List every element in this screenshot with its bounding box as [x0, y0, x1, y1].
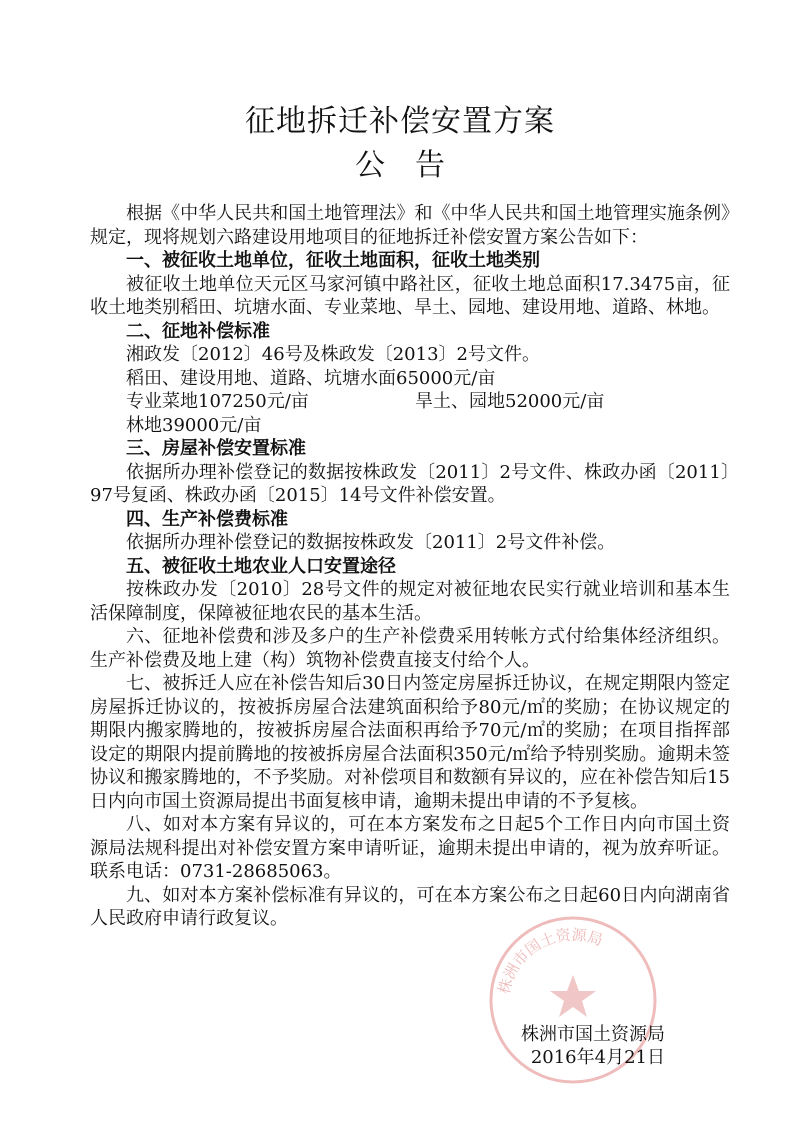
paragraph-9: 九、如对本方案补偿标准有异议的，可在本方案公布之日起60日内向湖南省人民政府申请行政复议。 — [90, 884, 730, 929]
section2-heading: 二、征地补偿标准 — [126, 320, 270, 342]
section2-line4: 林地39000元/亩 — [126, 414, 262, 436]
document-body — [90, 202, 730, 931]
section1-heading: 一、被征收土地单位，征收土地面积，征收土地类别 — [126, 250, 540, 271]
document-title: 征地拆迁补偿安置方案 — [245, 104, 555, 139]
paragraph-7: 七、被拆迁人应在补偿告知后30日内签定房屋拆迁协议，在规定期限内签定房屋拆迁协议的，按被拆房屋合法建筑面积给予80元/㎡的奖励；在协议规定的期限内搬家腾地的，按被拆房屋合法面积再给予70元/㎡的奖励；在项目指挥部设定的期限内提前腾地的按被拆房屋合法面积350元/㎡给予特别奖励。逾期未签协议和搬家腾地的，不予奖励。对补偿项目和数额有异议的，应在补偿告知后15日内向市国土资源局提出书面复核申请，逾期未提出申请的不予复核。 — [90, 673, 730, 812]
intro-paragraph: 根据《中华人民共和国土地管理法》和《中华人民共和国土地管理实施条例》规定，现将规划六路建设用地项目的征地拆迁补偿安置方案公告如下： — [90, 203, 730, 248]
section5-text: 按株政办发〔2010〕28号文件的规定对被征地农民实行就业培训和基本生活保障制度，保障被征地农民的基本生活。 — [90, 579, 730, 624]
section2-line2: 稻田、建设用地、道路、坑塘水面65000元/亩 — [126, 367, 496, 389]
section4-heading: 四、生产补偿费标准 — [126, 508, 288, 530]
section2-line3a: 专业菜地107250元/亩 — [126, 391, 309, 412]
section2-line1: 湘政发〔2012〕46号及株政发〔2013〕2号文件。 — [126, 344, 540, 365]
signature-organization: 株洲市国土资源局 — [521, 1024, 665, 1045]
seal-lettering: 株洲市国土资源局 — [494, 925, 606, 996]
section3-text: 依据所办理补偿登记的数据按株政发〔2011〕2号文件、株政办函〔2011〕97号复函、株政办函〔2015〕14号文件补偿安置。 — [90, 461, 730, 506]
paragraph-6: 六、征地补偿费和涉及多户的生产补偿费采用转帐方式付给集体经济组织。生产补偿费及地上建（构）筑物补偿费直接支付给个人。 — [90, 626, 730, 671]
paragraph-8: 八、如对本方案有异议的，可在本方案发布之日起5个工作日内向市国土资源局法规科提出对补偿安置方案申请听证，逾期未提出申请的，视为放弃听证。联系电话：0731-28685063。 — [90, 814, 730, 882]
section2-line3b: 旱土、园地52000元/亩 — [415, 391, 605, 412]
signature-date: 2016年4月21日 — [530, 1047, 665, 1068]
section5-heading: 五、被征收土地农业人口安置途径 — [126, 555, 396, 577]
section2-line3 — [90, 390, 730, 414]
svg-text:株洲市国土资源局 — [495, 926, 605, 996]
section1-text: 被征收土地单位天元区马家河镇中路社区，征收土地总面积17.3475亩，征收土地类别稻田、坑塘水面、专业菜地、旱土、园地、建设用地、道路、林地。 — [90, 273, 730, 318]
section3-heading: 三、房屋补偿安置标准 — [126, 438, 306, 459]
section4-text: 依据所办理补偿登记的数据按株政发〔2011〕2号文件补偿。 — [126, 532, 616, 553]
document-subtitle: 公告 — [355, 148, 475, 183]
